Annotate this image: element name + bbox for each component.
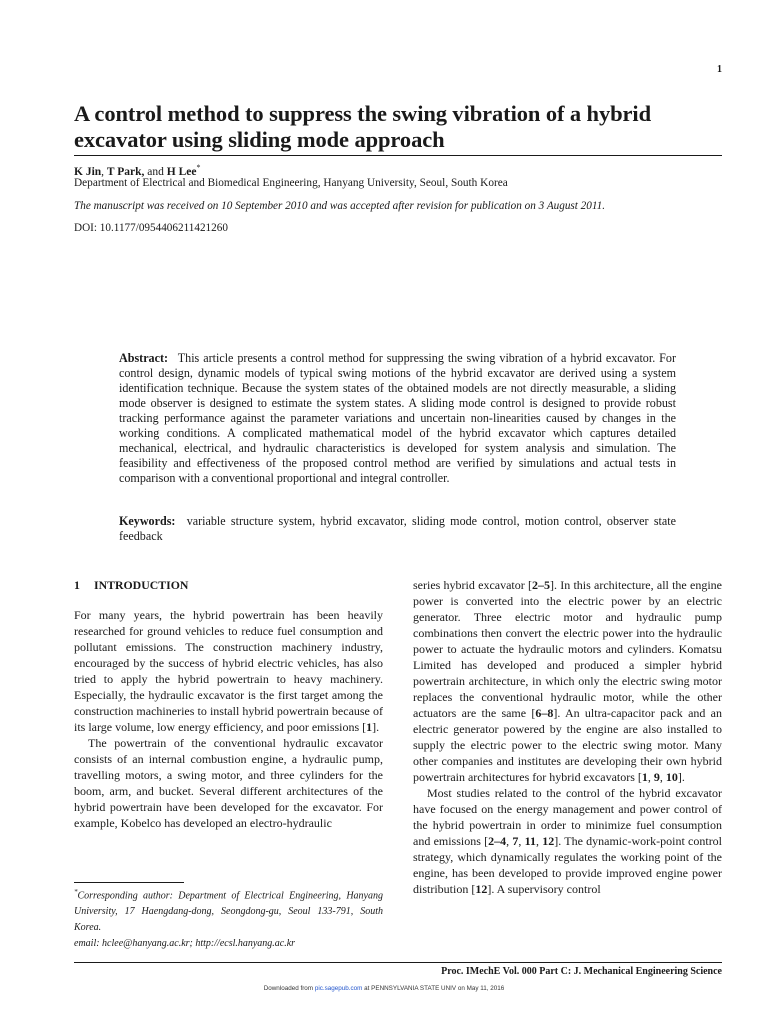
manuscript-dates: The manuscript was received on 10 September 2010 and was accepted after revision for publication on 3 August 2011. — [74, 200, 606, 212]
title-divider — [74, 155, 722, 156]
abstract-text: This article presents a control method for suppressing the swing vibration of a hybrid excavator. For control design, dynamic models of typical swing motions of the hybrid excavator are derived using a system identification technique. Because the system states of the obtained models are not directly measurable, a sliding mode observer is designed to estimate the system states. A sliding mode control is designed to provide robust tracking performance against the parameter variations and uncertain non-linearities caused by changes in the working conditions. A complicated mathematical model of the hybrid excavator which captures detailed mechanical, electrical, and hydraulic characteristics is developed for system analysis and simulation. The feasibility and effectiveness of the proposed control method are verified by simulations and actual tests in comparison with a conventional proportional and integral controller. — [119, 351, 676, 485]
citation: 2–4 — [488, 834, 507, 848]
footnote-contact: email: hclee@hanyang.ac.kr; http://ecsl.hanyang.ac.kr — [74, 938, 296, 950]
keywords — [119, 514, 676, 544]
doi: DOI: 10.1177/0954406211421260 — [74, 222, 228, 234]
paragraph-text: ]. In this architecture, all the engine power is converted into the electric power by an electric generator. Three electric motor and hydraulic pump combinations then convert the electric power into the hydraulic power to actuate the hydraulic motors and cylinders. Komatsu Limited has developed and produced a simpler hybrid powertrain architecture, in which only the electric swing motor replaces the conventional hydraulic motor, while the other actuators are the same [ — [413, 578, 722, 720]
right-column — [413, 577, 722, 897]
author-name: H Lee — [166, 165, 197, 178]
affiliation: Department of Electrical and Biomedical Engineering, Hanyang University, Seoul, South Korea — [74, 177, 508, 189]
paragraph-text: series hybrid excavator [ — [413, 578, 532, 592]
left-column — [74, 577, 383, 831]
paragraph-text: For many years, the hybrid powertrain has been heavily researched for ground vehicles to reduce fuel consumption and pollutant emissions. The construction machinery industry, encouraged by the success of hybrid electric vehicles, has also tried to apply the hybrid powertrain to heavy machinery. Especially, the hydraulic excavator is the first target among the construction machineries to install hybrid powertrain because of its large volume, low energy efficiency, and poor emissions [ — [74, 608, 383, 734]
corresponding-author-mark: * — [196, 163, 201, 172]
paragraph-text: ]. — [677, 770, 685, 784]
paper-title: A control method to suppress the swing vibration of a hybrid excavator using sliding mode approach — [74, 101, 651, 152]
download-link[interactable]: pic.sagepub.com — [314, 985, 363, 992]
footnote-divider — [74, 882, 184, 883]
footnote-address — [74, 884, 383, 936]
citation-separator: , — [535, 834, 543, 848]
keywords-text: variable structure system, hybrid excavator, sliding mode control, motion control, observer state feedback — [119, 514, 676, 543]
author-name: K Jin — [74, 165, 102, 178]
paragraph-text: ]. The dynamic-work-point control strategy, which dynamically regulates the working point of the engine, has been developed to provide improved engine power distribution [ — [413, 834, 723, 896]
section-number: 1 — [74, 578, 80, 592]
intro-paragraph-3 — [413, 577, 722, 785]
intro-paragraph-2: The powertrain of the conventional hydraulic excavator consists of an internal combustion engine, a hydraulic pump, travelling motors, a swing motor, and three cylinders for the boom, arm, and bucket. Several different architectures of the hybrid powertrain have been developed for the excavator. For example, Kobelco has developed an electro-hydraulic — [74, 736, 383, 830]
paragraph-text: Most studies related to the control of the hybrid excavator have focused on the energy management and power control of the hybrid powertrain in order to minimize fuel consumption and emissions [ — [413, 786, 722, 848]
corresponding-author-footnote — [74, 884, 383, 952]
page-number: 1 — [717, 64, 722, 75]
download-notice — [0, 985, 768, 992]
footer-divider — [74, 962, 722, 963]
author-name: T Park, — [106, 165, 145, 178]
footnote-mark: * — [74, 888, 78, 896]
download-text: at PENNSYLVANIA STATE UNIV on May 11, 2016 — [362, 985, 505, 992]
citation: 12 — [542, 834, 555, 848]
paragraph-text: ]. A supervisory control — [487, 882, 601, 896]
citation: 1 — [641, 770, 648, 784]
author-separator: and — [144, 165, 167, 178]
citation: 12 — [475, 882, 488, 896]
citation: 11 — [524, 834, 536, 848]
section-title: INTRODUCTION — [94, 578, 189, 592]
citation-separator: , — [647, 770, 654, 784]
citation-separator: , — [659, 770, 666, 784]
paragraph-text: ]. An ultra-capacitor pack and an electric generator powered by the engine are also installed to supply the electric power to the electric swing motor. Many other companies and institutes are developing their own hybrid powertrain architectures for hybrid excavators [ — [413, 706, 722, 784]
citation-separator: , — [506, 834, 513, 848]
citation: 2–5 — [531, 578, 550, 592]
citation: 7 — [512, 834, 519, 848]
citation: 6–8 — [535, 706, 554, 720]
intro-paragraph-4 — [413, 785, 722, 897]
intro-paragraph-1 — [74, 607, 383, 735]
paragraph-text: ]. — [372, 720, 380, 734]
abstract-label: Abstract: — [119, 351, 169, 365]
download-text: Downloaded from — [263, 985, 315, 992]
footnote-text: Corresponding author: Department of Electrical Engineering, Hanyang University, 17 Haengdang-dong, Seongdong-gu, Seoul 133-791, South Korea. — [74, 890, 383, 934]
citation: 10 — [665, 770, 678, 784]
abstract — [119, 351, 676, 486]
section-heading — [74, 577, 383, 593]
citation: 1 — [366, 720, 373, 734]
citation-separator: , — [518, 834, 525, 848]
author-list: K Jin, T Park, and H Lee* — [74, 163, 201, 178]
keywords-label: Keywords: — [119, 514, 176, 528]
journal-citation: Proc. IMechE Vol. 000 Part C: J. Mechanical Engineering Science — [441, 966, 722, 977]
citation: 9 — [653, 770, 660, 784]
